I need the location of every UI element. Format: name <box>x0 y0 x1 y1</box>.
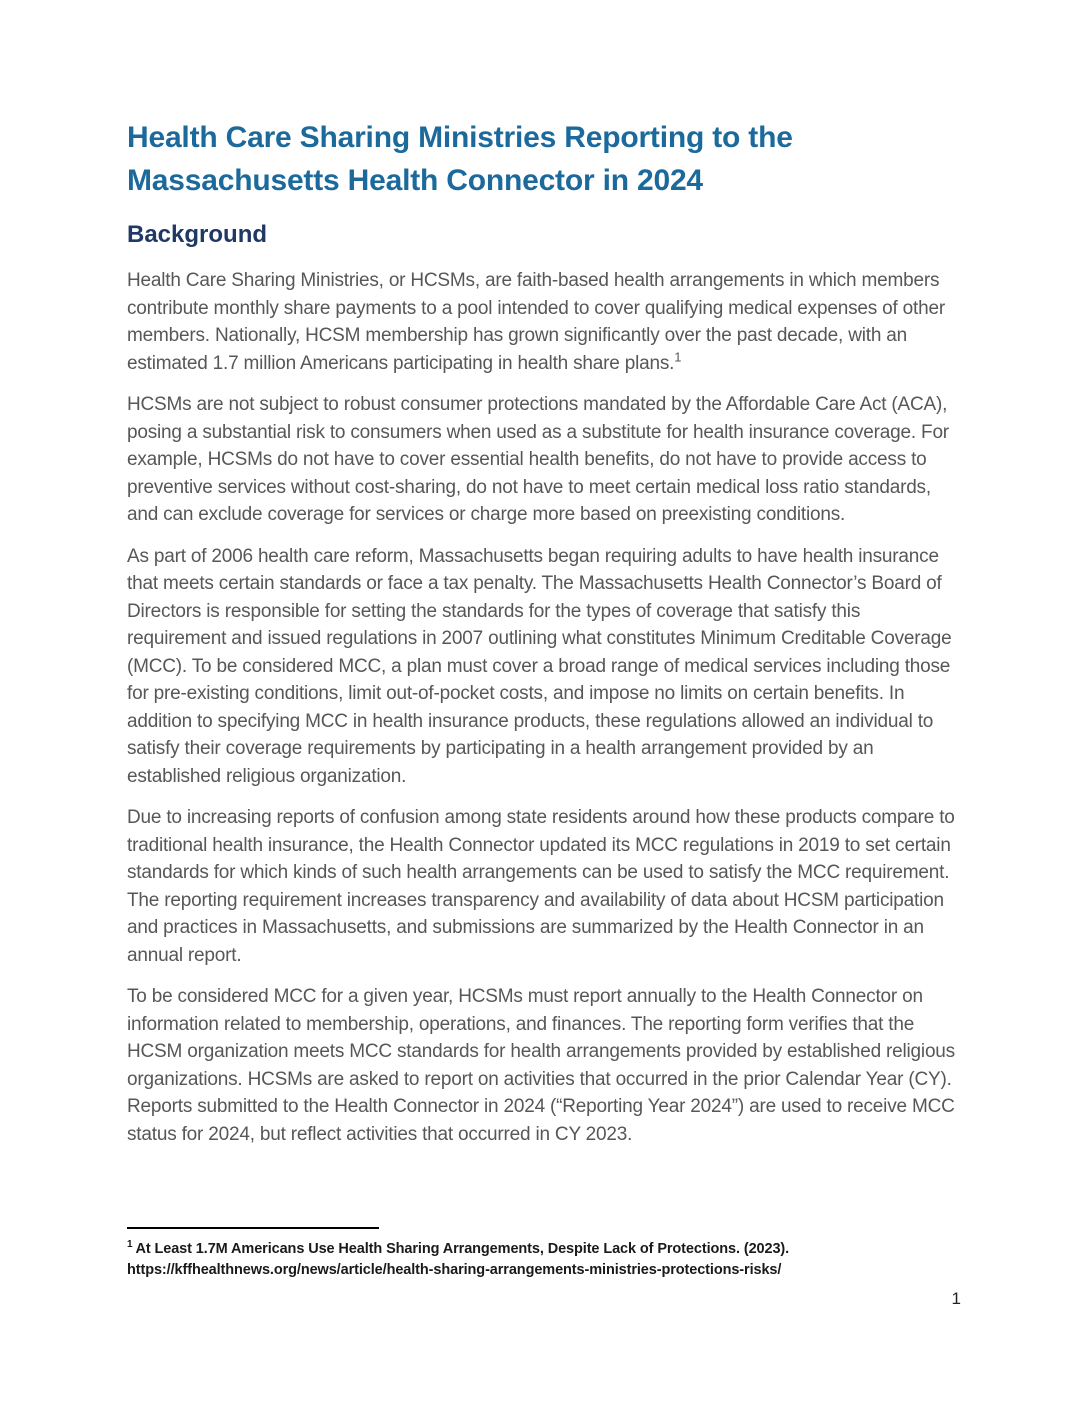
page-number: 1 <box>951 1289 961 1308</box>
paragraph-1-text: Health Care Sharing Ministries, or HCSMs, are faith-based health arrangements in which members contribute monthly share payments to a pool intended to cover qualifying medical expenses of other members. Nationally, HCSM membership has grown significantly over the past decade, with an estimated 1.7 million Americans participating in health share plans. <box>127 270 945 374</box>
paragraph-3: As part of 2006 health care reform, Massachusetts began requiring adults to have health insurance that meets certain standards or face a tax penalty. The Massachusetts Health Connector’s Board of Directors is responsible for setting the standards for the types of coverage that satisfy this requirement and issued regulations in 2007 outlining what constitutes Minimum Creditable Coverage (MCC). To be considered MCC, a plan must cover a broad range of medical services including those for pre-existing conditions, limit out-of-pocket costs, and impose no limits on certain benefits. In addition to specifying MCC in health insurance products, these regulations allowed an individual to satisfy their coverage requirements by participating in a health arrangement provided by an established religious organization. <box>127 545 952 787</box>
paragraph-5: To be considered MCC for a given year, HCSMs must report annually to the Health Connector on information related to membership, operations, and finances. The reporting form verifies that the HCSM organization meets MCC standards for health arrangements provided by established religious organizations. HCSMs are asked to report on activities that occurred in the prior Calendar Year (CY). Reports submitted to the Health Connector in 2024 (“Reporting Year 2024”) are used to receive MCC status for 2024, but reflect activities that occurred in CY 2023. <box>127 986 955 1145</box>
footnote-citation: At Least 1.7M Americans Use Health Sharing Arrangements, Despite Lack of Protections. (2023). <box>135 1241 790 1257</box>
section-heading-background: Background <box>127 221 268 248</box>
footnote <box>127 1227 961 1281</box>
footnote-marker: 1 <box>127 1239 133 1251</box>
paragraph-2: HCSMs are not subject to robust consumer protections mandated by the Affordable Care Act (ACA), posing a substantial risk to consumers when used as a substitute for health insurance coverage. For example, HCSMs do not have to cover essential health benefits, do not have to provide access to preventive services without cost-sharing, do not have to meet certain medical loss ratio standards, and can exclude coverage for services or charge more based on preexisting conditions. <box>127 394 949 525</box>
paragraph-1 <box>127 267 961 377</box>
footnote-separator <box>127 1227 379 1229</box>
footnote-url[interactable]: https://kffhealthnews.org/news/article/health-sharing-arrangements-ministries-protections-risks/ <box>127 1262 782 1278</box>
document-title: Health Care Sharing Ministries Reporting to the Massachusetts Health Connector in 2024 <box>127 121 793 197</box>
paragraph-4: Due to increasing reports of confusion among state residents around how these products compare to traditional health insurance, the Health Connector updated its MCC regulations in 2019 to set certain standards for which kinds of such health arrangements can be used to satisfy the MCC requirement. The reporting requirement increases transparency and availability of data about HCSM participation and practices in Massachusetts, and submissions are summarized by the Health Connector in an annual report. <box>127 807 955 966</box>
footnote-reference[interactable]: 1 <box>674 349 682 365</box>
footnote-text <box>127 1239 961 1281</box>
